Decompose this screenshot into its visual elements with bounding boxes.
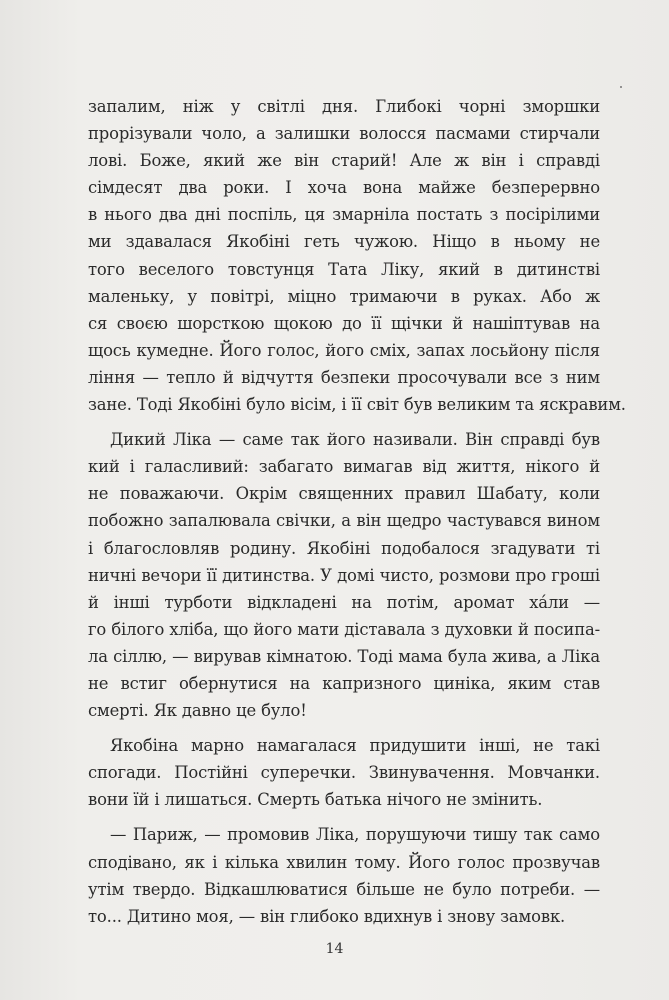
text-line bbox=[88, 643, 600, 670]
text-segment: лові. Боже, який же він старий! Але ж він і справді bbox=[88, 151, 600, 171]
text-segment: ління — тепло й відчуття безпеки просочували все з ним bbox=[88, 367, 600, 387]
text-line bbox=[88, 535, 600, 562]
text-segment: то... Дитино моя, — він глибоко вдихнув і знову замовк. bbox=[88, 906, 566, 926]
text-segment: не поважаючи. Окрім священних правил Шабату, коли bbox=[88, 484, 600, 504]
paragraph-gap bbox=[88, 813, 600, 821]
text-segment: ла сіллю, — вирував кімнатою. Тоді мама була жива, а Ліка bbox=[88, 646, 600, 666]
text-segment: щось кумедне. Його голос, його сміх, запах лосьйону після bbox=[88, 340, 600, 360]
text-segment: й інші турботи відкладені на потім, аромат ха́ли — bbox=[88, 592, 600, 612]
text-segment: зане. Тоді Якобіні було вісім, і її світ був великим та яскравим. bbox=[88, 395, 626, 415]
text-line bbox=[88, 821, 600, 848]
text-line bbox=[88, 903, 600, 930]
text-line bbox=[88, 697, 600, 724]
text-line bbox=[88, 670, 600, 697]
text-segment: смерті. Як давно це було! bbox=[88, 701, 307, 721]
paper-speck bbox=[620, 86, 622, 88]
text-segment: спогади. Постійні суперечки. Звинувачення. Мовчанки. bbox=[88, 763, 600, 783]
text-segment: ми здавалася Якобіні геть чужою. Ніщо в ньому не bbox=[88, 232, 600, 252]
text-segment: ся своєю шорсткою щокою до її щічки й нашіптував на bbox=[88, 313, 600, 333]
text-line bbox=[88, 228, 600, 255]
paragraph-gap bbox=[88, 418, 600, 426]
text-line bbox=[88, 364, 600, 391]
text-line bbox=[88, 507, 600, 534]
text-segment: вони їй і лишаться. Смерть батька нічого не змінить. bbox=[88, 790, 543, 810]
text-line bbox=[88, 426, 600, 453]
text-line bbox=[88, 120, 600, 147]
text-line bbox=[88, 589, 600, 616]
text-segment: Якобіна марно намагалася придушити інші, не такі bbox=[110, 736, 600, 756]
page-number: 14 bbox=[325, 941, 344, 957]
text-segment: того веселого товстунця Тата Ліку, який в дитинстві bbox=[88, 259, 600, 279]
text-segment: прорізували чоло, а залишки волосся пасмами стирчали bbox=[88, 124, 600, 144]
text-line bbox=[88, 849, 600, 876]
text-segment: утім твердо. Відкашлюватися більше не було потреби. — bbox=[88, 879, 600, 899]
paragraph bbox=[88, 93, 626, 418]
text-line bbox=[88, 876, 600, 903]
text-line bbox=[88, 391, 626, 418]
text-segment: го білого хліба, що його мати діставала з духовки й посипа- bbox=[88, 619, 600, 639]
text-line bbox=[88, 283, 600, 310]
paragraph-gap bbox=[88, 724, 600, 732]
text-line bbox=[88, 310, 600, 337]
text-line bbox=[88, 759, 600, 786]
text-segment: не встиг обернутися на капризного циніка, яким став bbox=[88, 673, 600, 693]
text-line bbox=[88, 562, 600, 589]
text-segment: — Париж, — промовив Ліка, порушуючи тишу так само bbox=[110, 825, 600, 845]
text-segment: сподівано, як і кілька хвилин тому. Його голос прозвучав bbox=[88, 852, 600, 872]
text-line bbox=[88, 201, 600, 228]
text-line bbox=[88, 256, 600, 283]
text-segment: кий і галасливий: забагато вимагав від життя, нікого й bbox=[88, 457, 600, 477]
text-segment: сімдесят два роки. І хоча вона майже безперервно bbox=[88, 178, 600, 198]
text-segment: побожно запалювала свічки, а він щедро частувався вином bbox=[88, 511, 600, 531]
paragraph bbox=[88, 732, 600, 813]
text-segment: Дикий Ліка — саме так його називали. Він справді був bbox=[110, 430, 600, 450]
text-line bbox=[88, 174, 600, 201]
text-line bbox=[88, 337, 600, 364]
body-text bbox=[88, 93, 626, 930]
text-segment: ничні вечори її дитинства. У домі чисто, розмови про гроші bbox=[88, 565, 600, 585]
text-line bbox=[88, 147, 600, 174]
text-line bbox=[88, 786, 600, 813]
text-line bbox=[88, 480, 600, 507]
paragraph bbox=[88, 426, 600, 724]
text-line bbox=[88, 93, 600, 120]
text-line bbox=[88, 453, 600, 480]
text-line bbox=[88, 732, 600, 759]
text-segment: маленьку, у повітрі, міцно тримаючи в руках. Або ж bbox=[88, 286, 600, 306]
text-line bbox=[88, 616, 600, 643]
text-segment: запалим, ніж у світлі дня. Глибокі чорні зморшки bbox=[88, 97, 600, 116]
paragraph bbox=[88, 821, 600, 929]
text-segment: і благословляв родину. Якобіні подобалося згадувати ті bbox=[88, 538, 600, 558]
text-segment: в нього два дні поспіль, ця змарніла постать з посірілими bbox=[88, 205, 600, 225]
